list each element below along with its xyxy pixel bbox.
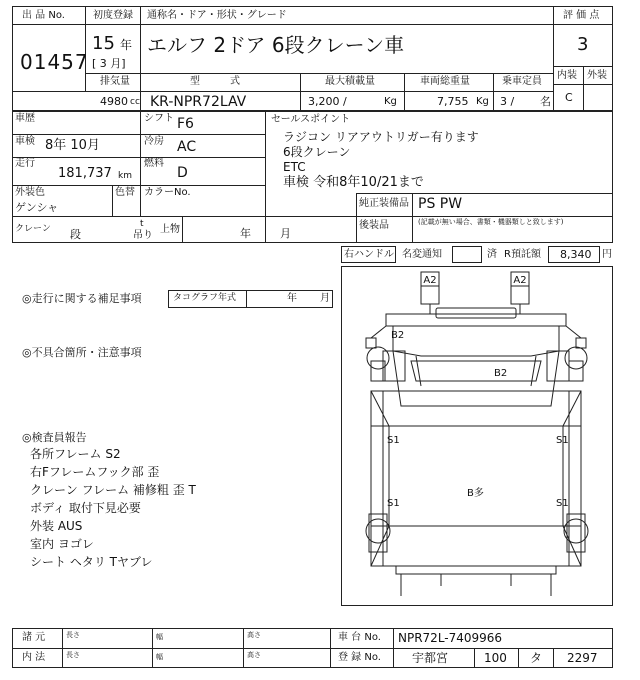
history-label: 車歴 (15, 113, 35, 124)
car-name: エルフ 2ドア 6段クレーン車 (147, 33, 405, 57)
plate-kana: タ (530, 651, 543, 665)
truck-diagram (341, 266, 613, 606)
gross-weight-label: 車両総重量 (420, 76, 470, 87)
displacement-label: 排気量 (100, 76, 130, 87)
recycle-value: 8,340 (560, 248, 592, 261)
length-label: 長さ (66, 631, 80, 639)
chassis-no-label: 車 台 No. (338, 632, 381, 643)
displacement-value: 4980 (100, 95, 128, 108)
inspector-line: 室内 ヨゴレ (30, 537, 94, 551)
car-name-label: 通称名・ドア・形状・グレード (147, 10, 287, 21)
diagram-mark: B2 (494, 368, 508, 379)
first-reg-month: [ 3 月] (92, 57, 126, 70)
model-value: KR-NPR72LAV (150, 94, 247, 110)
crane-t: t (140, 219, 144, 229)
capacity-unit: 名 (540, 95, 551, 108)
tachograph-label: タコグラフ年式 (173, 293, 237, 303)
exterior-grade-label: 外装 (587, 70, 607, 81)
max-load-value: 3,200 / (308, 95, 347, 108)
footer-row1-label: 諸 元 (22, 632, 46, 643)
tachograph-month: 月 (320, 293, 330, 304)
inspector-line: シート ヘタリ Tヤブレ (30, 555, 153, 569)
color-no-label: カラーNo. (144, 187, 191, 198)
tachograph-year: 年 (287, 293, 297, 304)
width-label: 幅 (156, 633, 163, 641)
diagram-mark: S1 (556, 435, 569, 446)
overall-grade: 3 (577, 34, 589, 55)
ac-label: 冷房 (144, 136, 164, 147)
model-label: 型 式 (190, 76, 240, 87)
chassis-no: NPR72L-7409966 (398, 631, 503, 645)
diagram-mark: S1 (387, 435, 400, 446)
plate-class: 100 (484, 651, 507, 665)
diagram-mark: S1 (387, 498, 400, 509)
lot-label: 出 品 No. (22, 10, 65, 21)
interior-grade-label: 内装 (557, 70, 577, 81)
footer-row2-label: 内 法 (22, 652, 46, 663)
standard-equipment: PS PW (418, 196, 463, 212)
inspector-line: 外装 AUS (30, 519, 83, 533)
first-reg-label: 初度登録 (93, 10, 133, 21)
sales-point-line: ETC (283, 160, 306, 174)
inspector-line: クレーン フレーム 補修粗 歪 T (30, 483, 196, 497)
recycle-label: R預託額 (504, 249, 541, 260)
crane-hang: 吊り (133, 230, 153, 241)
lot-number: 01457 (20, 50, 89, 74)
length-label: 長さ (66, 651, 80, 659)
crane-stage: 段 (70, 228, 81, 241)
plate-area: 宇都宮 (412, 651, 449, 665)
interior-grade: C (565, 91, 573, 104)
capacity-label: 乗車定員 (502, 76, 542, 87)
sales-point-line: ラジコン リアアウトリガー有ります (283, 130, 479, 144)
inspector-line: ボディ 取付下見必要 (30, 501, 141, 515)
chassis-check: 済 (487, 249, 497, 260)
inspection-value: 8年 10月 (45, 138, 100, 153)
capacity-value: 3 / (500, 95, 515, 108)
grade-label: 評 価 点 (563, 10, 600, 21)
crane-label: クレーン (15, 224, 51, 234)
shift-value: F6 (177, 116, 194, 132)
crane-year: 年 (240, 227, 251, 240)
ext-color-value: ゲンシャ (15, 201, 59, 214)
sales-point-line: 車検 令和8年10/21まで (283, 175, 424, 190)
max-load-label: 最大積載量 (325, 76, 375, 87)
fuel-value: D (177, 165, 188, 181)
sales-point-label: セールスポイント (271, 114, 351, 125)
diagram-mark: B多 (467, 488, 484, 499)
mileage-value: 181,737 (58, 166, 112, 181)
first-reg-year-unit: 年 (120, 38, 133, 52)
fuel-label: 燃料 (144, 158, 164, 169)
name-change-label: 名変通知 (402, 249, 442, 260)
diagram-mark: B2 (391, 330, 405, 341)
diagram-mark: S1 (556, 498, 569, 509)
width-label: 幅 (156, 653, 163, 661)
aftermarket-label: 後装品 (359, 220, 389, 231)
diagram-mark: A2 (513, 275, 527, 286)
inspector-label: ◎検査員報告 (22, 431, 87, 444)
sales-point-line: 6段クレーン (283, 145, 351, 159)
diagram-mark: A2 (423, 275, 437, 286)
gross-weight-unit: Kg (476, 96, 489, 107)
first-reg-year: 15 (92, 33, 115, 54)
crane-pos-label: 上物 (160, 224, 180, 235)
mileage-label: 走行 (15, 158, 35, 169)
max-load-unit: Kg (384, 96, 397, 107)
standard-equipment-label: 純正装備品 (359, 198, 409, 209)
inspection-label: 車検 (15, 136, 35, 147)
plate-label: 登 録 No. (338, 652, 381, 663)
ext-color-label: 外装色 (15, 187, 45, 198)
inspector-line: 右Fフレームフック部 歪 (30, 465, 160, 479)
crane-month: 月 (280, 227, 291, 240)
shift-label: シフト (144, 113, 174, 124)
mileage-unit: km (118, 171, 132, 181)
driving-remarks-label: ◎走行に関する補足事項 (22, 292, 142, 305)
displacement-unit: cc (130, 97, 140, 107)
inspector-line: 各所フレーム S2 (30, 447, 121, 461)
recycle-unit: 円 (602, 249, 612, 260)
name-change-box (452, 246, 482, 263)
ac-value: AC (177, 139, 197, 155)
color-change-label: 色替 (115, 187, 135, 198)
plate-number: 2297 (567, 651, 598, 665)
rhd-label: 右ハンドル (344, 249, 394, 260)
aftermarket-note: (記載が無い場合、書類・機器類しと致します) (418, 218, 564, 226)
gross-weight-value: 7,755 (437, 95, 469, 108)
height-label: 高さ (247, 651, 261, 659)
height-label: 高さ (247, 631, 261, 639)
defects-label: ◎不具合箇所・注意事項 (22, 346, 142, 359)
